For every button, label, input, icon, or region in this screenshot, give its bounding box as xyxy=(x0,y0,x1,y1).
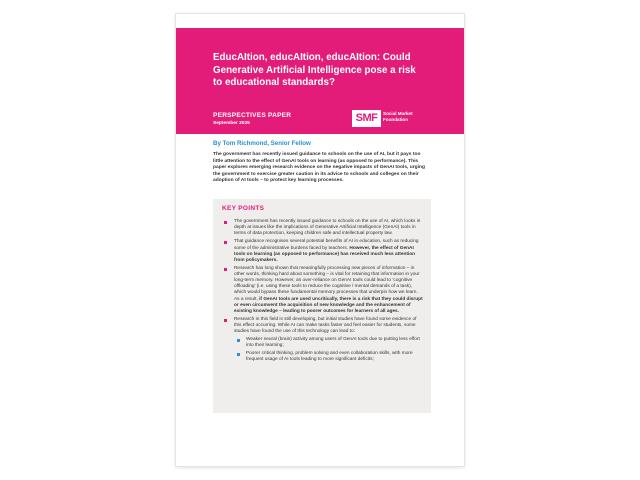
sub-point-2: Poorer critical thinking, problem solving and even collaboration skills, with more frequent usage of AI tools leading to more significant deficits; xyxy=(234,351,423,363)
logo-mark: SMF xyxy=(352,110,381,127)
key-point-1-text: The government has recently issued guidance to schools on the use of AI, which looks in depth at issues like the implications of Generative Artificial Intelligence (GenAI) tools in terms of data protection, keeping children safe and intellectual property law. xyxy=(234,219,421,237)
key-point-3-text: Research has long shown that meaningfully processing new pieces of information – in other words, thinking hard about something – is vital for retaining that information in your long-term memory. However, an over-reliance on GenAI tools could lead to ‘cognitive offloading’ (i.e. using these tools to reduce the cognitive / mental demands of a task), which would bypass these fundamental memory processes that underpin how we learn. As a result, xyxy=(234,266,420,302)
paper-type-label: PERSPECTIVES PAPER xyxy=(213,112,292,119)
key-point-4-sublist xyxy=(234,337,423,363)
page-title: EducAItion, educAItion, educAItion: Could Generative Artificial Intelligence pose a risk to educational standards? xyxy=(213,52,416,89)
key-point-3 xyxy=(223,266,423,315)
intro-summary: The government has recently issued guidance to schools on the use of AI, but it pays too little attention to the effect of GenAI tools on learning (as opposed to performance). This paper explores emerging research evidence on the negative impacts of GenAI tools, urging the government to exercise greater caution in its advice to schools and colleges on their adoption of AI tools – to protect key learning processes. xyxy=(213,152,425,183)
key-point-4-text: Research in this field is still developing, but initial studies have found some evidence of this effect occurring. While AI can make tasks faster and feel easier for students, some studies have found the use of this technology can lead to: xyxy=(234,316,417,335)
smf-logo xyxy=(352,110,422,130)
publication-date: September 2025 xyxy=(213,121,250,126)
key-point-2-emphasis: However, the effect of GenAI tools on learning (as opposed to performance) has received much less attention from policymakers. xyxy=(234,245,416,263)
author-byline: By Tom Richmond, Senior Fellow xyxy=(213,140,311,147)
key-point-1 xyxy=(223,219,423,237)
key-point-3-emphasis: if GenAI tools are used uncritically, there is a risk that they could disrupt or even circumvent the acquisition of new knowledge and the enhancement of existing knowledge – leading to poorer outcomes for learners of all ages. xyxy=(234,296,423,314)
logo-line-2: Foundation xyxy=(383,116,409,122)
title-banner xyxy=(176,28,464,134)
key-points-heading: KEY POINTS xyxy=(222,205,265,212)
logo-line-1: Social Market xyxy=(383,111,413,116)
key-points-box xyxy=(213,199,431,413)
key-points-list xyxy=(223,219,423,366)
key-point-2 xyxy=(223,239,423,263)
key-point-2-text: That guidance recognises several potential benefits of AI in education, such as reducing some of the administrative burdens faced by teachers. xyxy=(234,239,419,251)
key-point-4 xyxy=(223,317,423,363)
logo-wordmark xyxy=(383,111,423,122)
sub-point-1: Weaker neural (brain) activity among users of GenAI tools due to putting less effort into their learning; xyxy=(234,337,423,349)
document-page xyxy=(176,14,464,466)
